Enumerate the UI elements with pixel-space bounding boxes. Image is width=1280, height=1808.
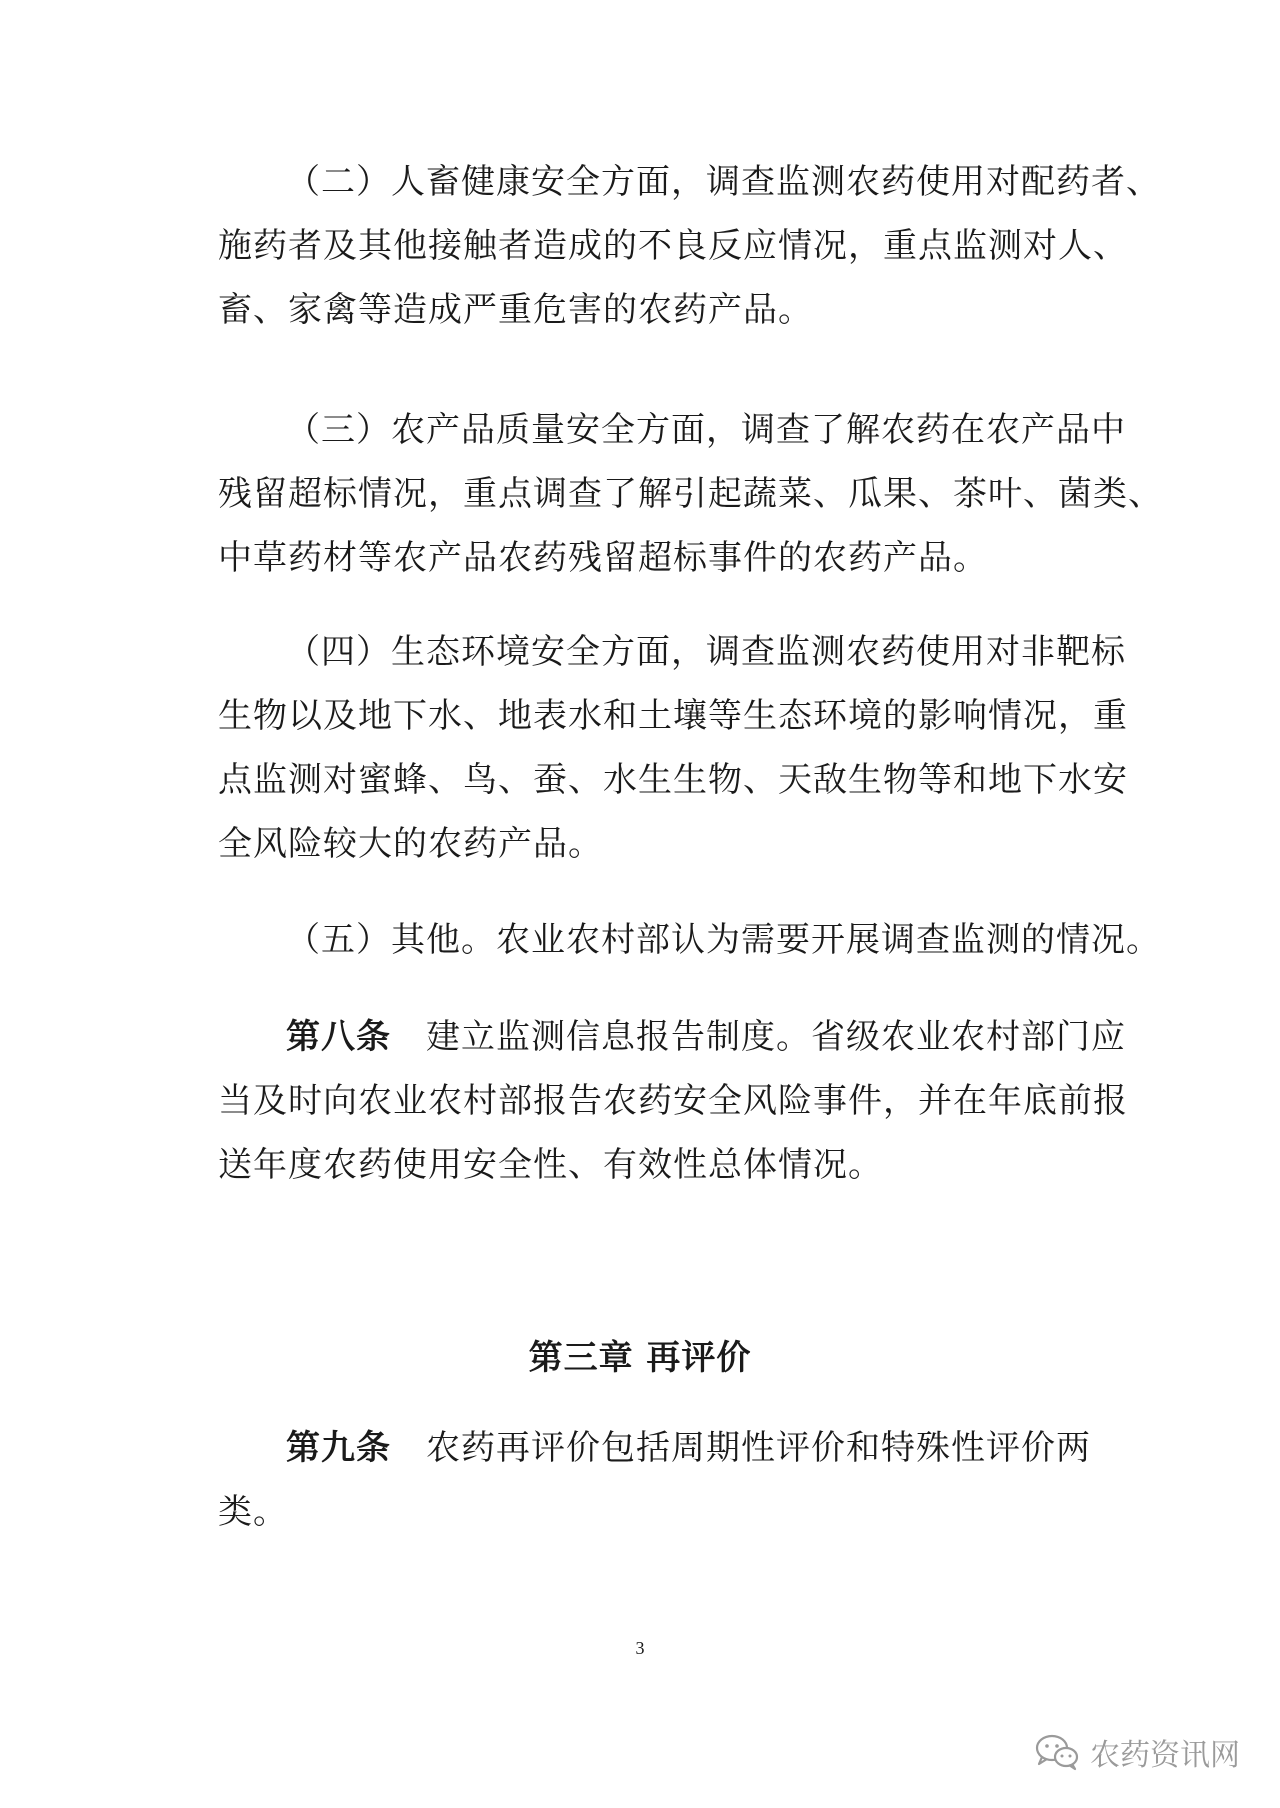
paragraph-line: （五）其他。农业农村部认为需要开展调查监测的情况。 bbox=[286, 920, 1161, 960]
article-8-label: 第八条 bbox=[286, 1017, 391, 1057]
paragraph-line: 施药者及其他接触者造成的不良反应情况，重点监测对人、 bbox=[218, 226, 1128, 266]
paragraph-2 bbox=[218, 150, 1161, 342]
paragraph-5 bbox=[218, 908, 1161, 972]
paragraph-line: （四）生态环境安全方面，调查监测农药使用对非靶标 bbox=[286, 632, 1126, 672]
paragraph-line: 全风险较大的农药产品。 bbox=[218, 824, 603, 864]
chapter-heading: 第三章 再评价 bbox=[528, 1338, 752, 1378]
paragraph-line bbox=[218, 1005, 1126, 1069]
paragraph-line: 中草药材等农产品农药残留超标事件的农药产品。 bbox=[218, 538, 988, 578]
paragraph-line: 残留超标情况，重点调查了解引起蔬菜、瓜果、茶叶、菌类、 bbox=[218, 474, 1163, 514]
page-number: 3 bbox=[635, 1638, 645, 1658]
paragraph-line: 当及时向农业农村部报告农药安全风险事件，并在年底前报 bbox=[218, 1081, 1128, 1121]
watermark-text: 农药资讯网 bbox=[1090, 1738, 1240, 1773]
watermark bbox=[1034, 1730, 1240, 1774]
paragraph-3 bbox=[218, 398, 1163, 590]
paragraph-line: （二）人畜健康安全方面，调查监测农药使用对配药者、 bbox=[286, 162, 1161, 202]
paragraph-line: 畜、家禽等造成严重危害的农药产品。 bbox=[218, 290, 813, 330]
wechat-icon bbox=[1034, 1732, 1080, 1772]
article-8-text: 建立监测信息报告制度。省级农业农村部门应 bbox=[426, 1017, 1126, 1057]
article-9-text: 农药再评价包括周期性评价和特殊性评价两 bbox=[426, 1428, 1091, 1468]
paragraph-line: 点监测对蜜蜂、鸟、蚕、水生生物、天敌生物等和地下水安 bbox=[218, 760, 1128, 800]
paragraph-line: （三）农产品质量安全方面，调查了解农药在农产品中 bbox=[286, 410, 1126, 450]
paragraph-4 bbox=[218, 620, 1128, 876]
paragraph-line bbox=[218, 1416, 1091, 1480]
article-8 bbox=[218, 1005, 1128, 1197]
paragraph-line: 生物以及地下水、地表水和土壤等生态环境的影响情况，重 bbox=[218, 696, 1128, 736]
article-9-label: 第九条 bbox=[286, 1428, 391, 1468]
paragraph-line: 类。 bbox=[218, 1492, 288, 1532]
article-9 bbox=[218, 1416, 1091, 1544]
paragraph-line: 送年度农药使用安全性、有效性总体情况。 bbox=[218, 1145, 883, 1185]
